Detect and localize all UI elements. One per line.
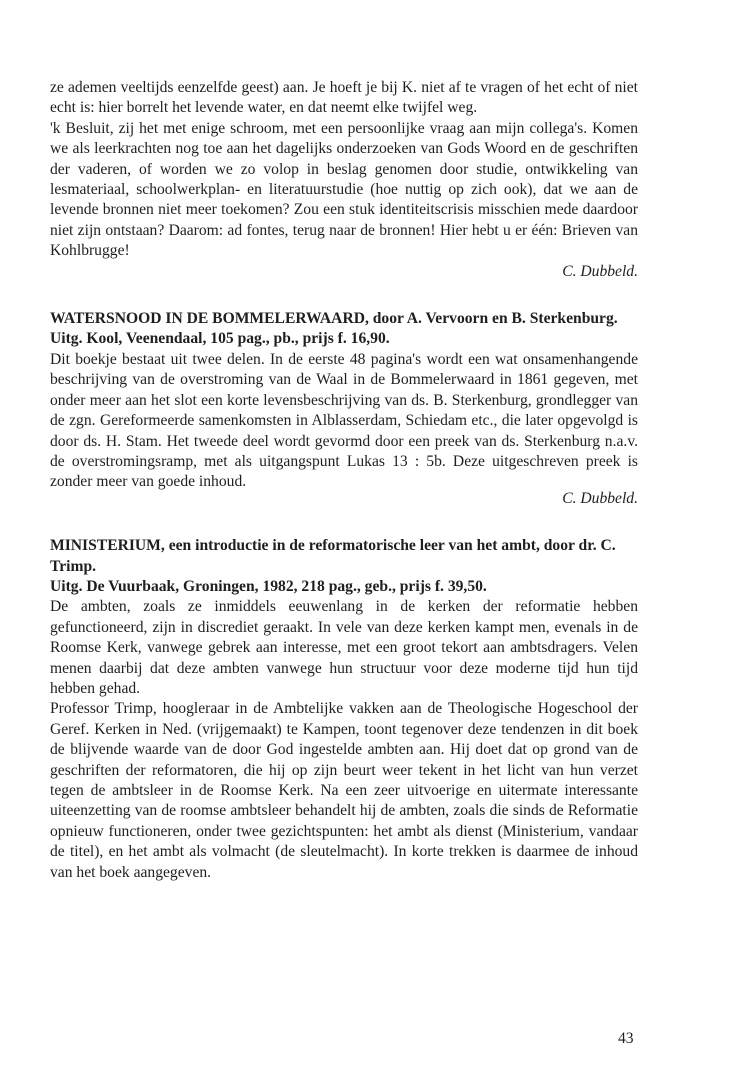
review-body: Dit boekje bestaat uit twee delen. In de eerste 48 pagina's wordt een wat onsamenhangende beschrijving van de overstroming van de Waal in de Bommelerwaard in 1861 gegeven, met onder meer aan het slot een korte levensbeschrijving van ds. B. Sterkenburg, grondlegger van de zgn. Gereformeerde samenkomsten in Alblasserdam, Schiedam etc., die later opgevolgd is door ds. H. Stam. Het tweede deel wordt gevormd door een preek van ds. Sterkenburg n.a.v. de overstromingsramp, met als uitgangspunt Lukas 13 : 5b. Deze uitgeschreven preek is zonder meer van goede inhoud. <box>50 350 638 491</box>
intro-paragraph-1: ze ademen veeltijds eenzelfde geest) aan. Je hoeft je bij K. niet af te vragen of het echt of niet echt is: hier borrelt het levende water, en dat neemt elke twijfel weg. <box>50 79 638 117</box>
review-ministerium <box>50 536 638 883</box>
review-paragraph-1: De ambten, zoals ze inmiddels eeuwenlang in de kerken der reformatie hebben gefunctioneerd, zijn in discrediet geraakt. In vele van deze kerken kampt men, evenals in de Roomse Kerk, vanwege gebrek aan interesse, met een groot tekort aan ambtsdragers. Velen menen daarbij dat deze ambten vanwege hun structuur voor deze moderne tijd hun tijd hebben gehad. <box>50 598 638 697</box>
intro-paragraph-2: 'k Besluit, zij het met enige schroom, met een persoonlijke vraag aan mijn collega's. Komen we als leerkrachten nog toe aan het dagelijks onderzoeken van Gods Woord en de geschriften der vaderen, of worden we zo volop in beslag genomen door studie, ontwikkeling van lesmateriaal, schoolwerkplan- en literatuurstudie (hoe nuttig op zich ook), dat we aan de levende bronnen niet meer toekomen? Zou een stuk identiteitscrisis misschien mede daardoor niet zijn ontstaan? Daarom: ad fontes, terug naar de bronnen! Hier hebt u er één: Brieven van Kohlbrugge! <box>50 119 638 260</box>
text-column <box>50 78 638 883</box>
review-watersnood <box>50 309 638 509</box>
review-title: MINISTERIUM, een introductie in de reformatorische leer van het ambt, door dr. C. Trimp. <box>50 537 616 575</box>
review-signature: C. Dubbeld. <box>562 489 638 507</box>
review-publisher: Uitg. Kool, Veenendaal, 105 pag., pb., prijs f. 16,90. <box>50 330 390 348</box>
intro-signature: C. Dubbeld. <box>562 262 638 280</box>
review-publisher: Uitg. De Vuurbaak, Groningen, 1982, 218 pag., geb., prijs f. 39,50. <box>50 577 487 595</box>
page-number: 43 <box>618 1030 634 1047</box>
review-title: WATERSNOOD IN DE BOMMELERWAARD, door A. Vervoorn en B. Sterkenburg. <box>50 310 618 328</box>
review-paragraph-2: Professor Trimp, hoogleraar in de Ambtelijke vakken aan de Theologische Hogeschool der Geref. Kerken in Ned. (vrijgemaakt) te Kampen, toont tegenover deze tendenzen in dit boek de blijvende waarde van de door God ingestelde ambten aan. Hij doet dat op grond van de geschriften der reformatoren, die hij op zijn beurt weer tekent in het licht van hun verzet tegen de ambtsleer in de Roomse Kerk. Na een zeer uitvoerige en uitermate interessante uiteenzetting van de roomse ambtsleer behandelt hij de ambten, zoals die sinds de Reformatie opnieuw functioneren, onder twee gezichtspunten: het ambt als dienst (Ministerium, vandaar de titel), en het ambt als volmacht (de sleutelmacht). In korte trekken is daarmee de inhoud van het boek aangegeven. <box>50 700 638 881</box>
